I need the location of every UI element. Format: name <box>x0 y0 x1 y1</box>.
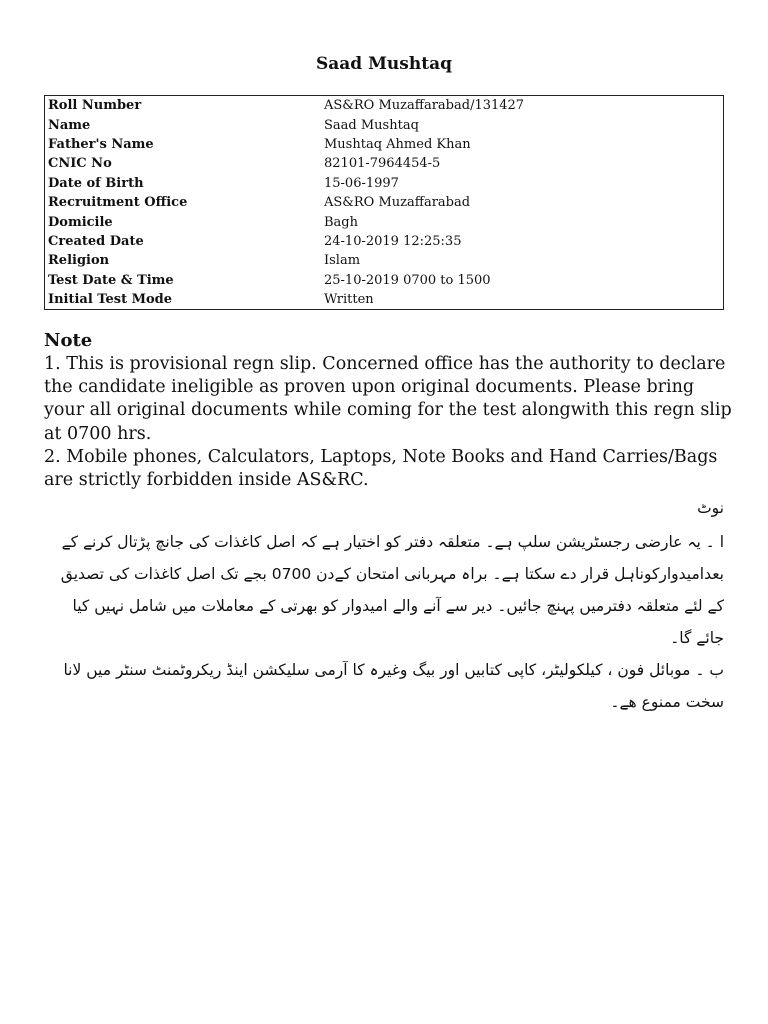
created-date-value: 24-10-2019 12:25:35 <box>324 233 462 249</box>
roll-number-value: AS&RO Muzaffarabad/131427 <box>324 98 525 114</box>
test-date-time-value: 25-10-2019 0700 to 1500 <box>324 272 491 288</box>
candidate-details-table <box>44 95 724 310</box>
note-english <box>44 353 734 492</box>
candidate-title: Saad Mushtaq <box>316 54 452 74</box>
table-row-fathers-name <box>45 135 724 154</box>
cnic-label: CNIC No <box>48 156 112 172</box>
table-row-cnic <box>45 154 724 173</box>
cnic-value: 82101-7964454-5 <box>324 156 441 172</box>
note-urdu <box>44 494 724 718</box>
fathers-name-value: Mushtaq Ahmed Khan <box>324 136 471 152</box>
note-heading: Note <box>44 330 93 351</box>
urdu-note-point-1: ا ۔ یہ عارضی رجسٹریشن سلپ ہے۔ متعلقہ دفتر کو اختیار ہے کہ اصل کاغذات کی جانچ پڑتال کرنے کے بعدامیدوارکوناہل قرار دے سکتا ہے۔ براہ مہربانی امتحان کےدن 0700 بجے تک اصل کاغذات کی تصدیق کے لئے متعلقہ دفترمیں پہنچ جائیں۔ دیر سے آنے والے امیدوار کو بھرتی کے معاملات میں شامل نہیں کیا جائے گا۔ <box>60 533 724 647</box>
roll-number-label: Roll Number <box>48 98 142 114</box>
note-point-2: 2. Mobile phones, Calculators, Laptops, Note Books and Hand Carries/Bags are strictly forbidden inside AS&RC. <box>44 446 718 491</box>
table-row-roll-number <box>45 96 724 116</box>
recruitment-office-value: AS&RO Muzaffarabad <box>324 195 471 211</box>
domicile-label: Domicile <box>48 214 113 230</box>
urdu-note-point-2: ب ۔ موبائل فون ، کیلکولیٹر، کاپی کتابیں اور بیگ وغیرہ کا آرمی سلیکشن اینڈ ریکروٹمنٹ سنٹر میں لانا سخت ممنوع ھے۔ <box>63 661 724 711</box>
table-row-initial-test-mode <box>45 290 724 310</box>
table-row-date-of-birth <box>45 174 724 193</box>
table-row-religion <box>45 251 724 270</box>
name-value: Saad Mushtaq <box>324 117 419 133</box>
created-date-label: Created Date <box>48 233 144 249</box>
initial-test-mode-label: Initial Test Mode <box>48 292 173 308</box>
name-label: Name <box>48 117 91 133</box>
table-row-name <box>45 115 724 134</box>
domicile-value: Bagh <box>324 214 358 230</box>
note-point-1: 1. This is provisional regn slip. Concerned office has the authority to declare the candidate ineligible as proven upon original documents. Please bring your all original documents while coming for the test alongwith this regn slip at 0700 hrs. <box>44 354 732 444</box>
initial-test-mode-value: Written <box>324 292 374 308</box>
table-row-recruitment-office <box>45 193 724 212</box>
fathers-name-label: Father's Name <box>48 136 154 152</box>
table-row-test-date-time <box>45 271 724 290</box>
date-of-birth-label: Date of Birth <box>48 175 144 191</box>
table-row-created-date <box>45 232 724 251</box>
test-date-time-label: Test Date & Time <box>48 272 174 288</box>
religion-value: Islam <box>324 253 361 269</box>
date-of-birth-value: 15-06-1997 <box>324 175 399 191</box>
religion-label: Religion <box>48 253 110 269</box>
recruitment-office-label: Recruitment Office <box>48 195 188 211</box>
table-row-domicile <box>45 212 724 231</box>
urdu-note-heading: نوٹ <box>697 499 724 517</box>
